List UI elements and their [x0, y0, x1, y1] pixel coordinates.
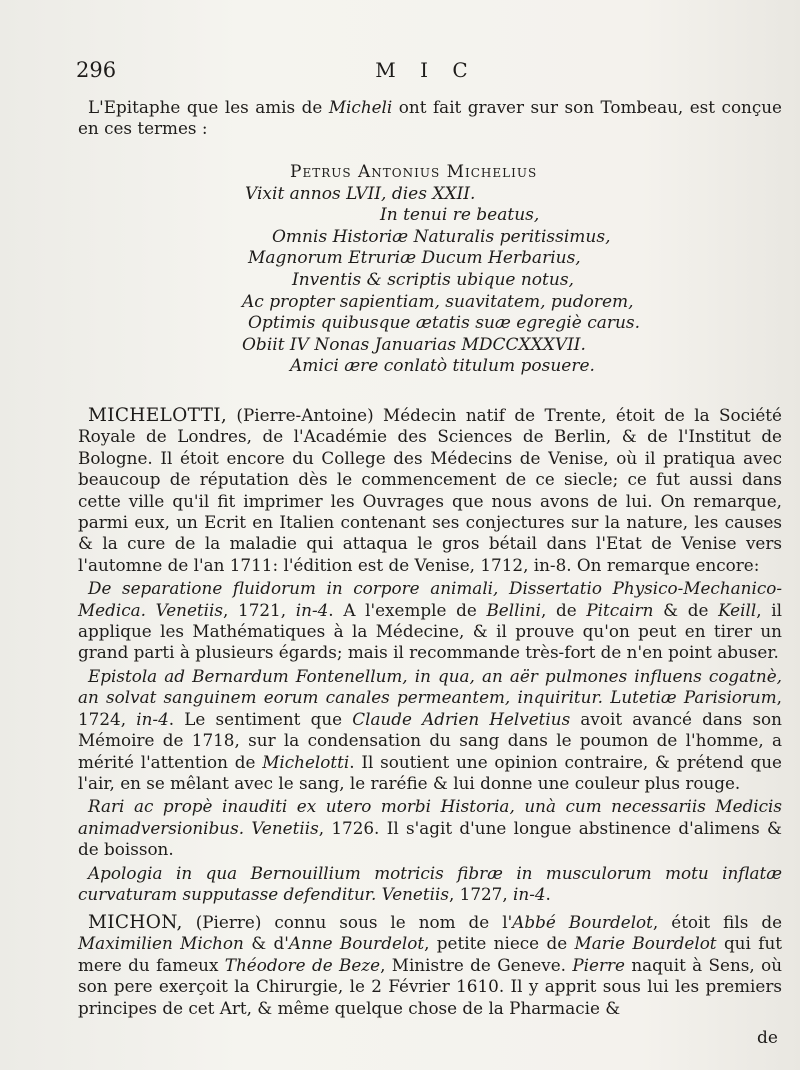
entry-text: (Pierre) connu sous le nom de l' [182, 912, 513, 932]
intro-text-2: ont fait graver sur son Tombeau, est conçue en ces termes : [78, 97, 782, 139]
epitaph-inscription [200, 162, 660, 378]
entry-text: qui fut mere du fameux [78, 933, 782, 975]
person-name: Pierre [572, 954, 625, 975]
epitaph-line: Omnis Historiæ Naturalis peritissimus, [272, 226, 611, 247]
person-name: Michelotti [262, 751, 350, 772]
work-text: . Le sentiment que [168, 708, 353, 729]
catchword: de [757, 1028, 778, 1048]
work-text: , 1727, [448, 883, 514, 904]
work-text: & de [653, 599, 719, 620]
person-name: Keill [718, 599, 757, 620]
work-text: , il applique les Mathématiques à la Médecine, & il prouve qu'on peut en tirer un grand parti à plusieurs égards; mais il recommande très-fort de n'en point abuser. [78, 599, 782, 663]
entry-michon [78, 912, 782, 1019]
person-name: Bellini [486, 599, 541, 620]
work-title: Apologia in qua Bernouillium motricis fibræ in musculorum motu inflatæ curvaturam supputasse defenditur. Venetiis [78, 862, 782, 904]
epitaph-intro [78, 97, 782, 140]
work-text: . [545, 883, 551, 904]
entry-text: , étoit fils de [652, 912, 782, 932]
page-number: 296 [76, 58, 117, 82]
michelotti-work-3 [78, 796, 782, 860]
person-name: Anne Bourdelot [288, 933, 425, 954]
intro-name: Micheli [328, 97, 393, 117]
epitaph-line: Magnorum Etruriæ Ducum Herbarius, [248, 248, 581, 269]
entry-michelotti [78, 405, 782, 905]
entry-text: , Ministre de Geneve. [380, 954, 573, 975]
work-text: , 1724, [78, 687, 782, 729]
michelotti-work-4 [78, 863, 782, 906]
work-format: in-4 [136, 708, 169, 729]
epitaph-line: Optimis quibusque ætatis suæ egregiè carus. [248, 313, 641, 334]
work-title: Epistola ad Bernardum Fontenellum, in qua, an aër pulmones influens cogatnè, an solvat sanguinem eorum canales permeantem, inquiritur. Lutetiæ Parisiorum [78, 665, 782, 708]
headword-michelotti: MICHELOTTI, [88, 405, 228, 426]
headword-michon: MICHON, [88, 912, 183, 933]
work-title: Rari ac propè inauditi ex utero morbi Historia, unà cum necessariis Medicis animadversionibus. Venetiis [78, 796, 782, 838]
epitaph-line: Vixit annos LVII, dies XXII. [245, 183, 476, 204]
work-text: , de [541, 599, 587, 620]
work-title: De separatione fluidorum in corpore animali, Dissertatio Physico-Mechanico-Medica. Venetiis [78, 578, 782, 620]
person-name: Claude Adrien Helvetius [352, 708, 571, 729]
intro-text-1: L'Epitaphe que les amis de [88, 97, 329, 117]
epitaph-line: In tenui re beatus, [380, 205, 540, 226]
michelotti-paragraph [78, 405, 782, 576]
person-name: Maximilien Michon [78, 933, 244, 954]
work-text: , 1721, [223, 599, 296, 620]
michon-paragraph [78, 912, 782, 1019]
person-name: Pitcairn [586, 599, 654, 620]
michelotti-work-2 [78, 666, 782, 794]
person-name: Marie Bourdelot [574, 933, 717, 954]
epitaph-line: Petrus Antonius Michelius [290, 162, 538, 182]
work-format: in-4 [513, 883, 546, 904]
entry-text: & d' [243, 933, 289, 954]
work-text: , 1726. Il s'agit d'une longue abstinence d'alimens & de boisson. [78, 817, 782, 860]
work-text: . Il soutient une opinion contraire, & prétend que l'air, en se mêlant avec le sang, le raréfie & lui donne une couleur plus rouge. [78, 751, 782, 793]
work-text: avoit avancé dans son Mémoire de 1718, sur la condensation du sang dans le poumon de l'homme, a mérité l'attention de [78, 708, 782, 772]
entry-text: naquit à Sens, où son pere exerçoit la Chirurgie, le 2 Février 1610. Il y apprit sous lui les premiers principes de cet Art, & même quelque chose de la Pharmacie & [78, 954, 782, 1018]
epitaph-line: Ac propter sapientiam, suavitatem, pudorem, [242, 291, 634, 312]
michelotti-bio-text: (Pierre-Antoine) Médecin natif de Trente, étoit de la Société Royale de Londres, de l'Académie des Sciences de Berlin, & de l'Institut de Bologne. Il étoit encore du College des Médecins de Venise, où il pratiqua avec beaucoup de réputation dès le commencement de ce siecle; ce fut aussi dans cette ville qu'il fit imprimer les Ouvrages que nous avons de lui. On remarque, parmi eux, un Ecrit en Italien contenant ses conjectures sur la nature, les causes & la cure de la maladie qui attaqua le gros bétail dans l'Etat de Venise vers l'automne de l'an 1711: l'édition est de Venise, 1712, in-8. On remarque encore: [78, 405, 782, 575]
page-header [76, 58, 776, 88]
epitaph-line: Obiit IV Nonas Januarias MDCCXXXVII. [242, 334, 586, 355]
person-name: Abbé Bourdelot [512, 912, 653, 932]
person-name: Théodore de Beze [224, 954, 381, 975]
epitaph-line: Inventis & scriptis ubique notus, [292, 269, 574, 290]
entry-text: , petite niece de [424, 933, 575, 954]
running-head: M I C [375, 58, 477, 82]
epitaph-line: Amici ære conlatò titulum posuere. [290, 356, 595, 377]
michelotti-work-1 [78, 578, 782, 664]
work-format: in-4 [295, 599, 329, 620]
work-text: . A l'exemple de [328, 599, 487, 620]
